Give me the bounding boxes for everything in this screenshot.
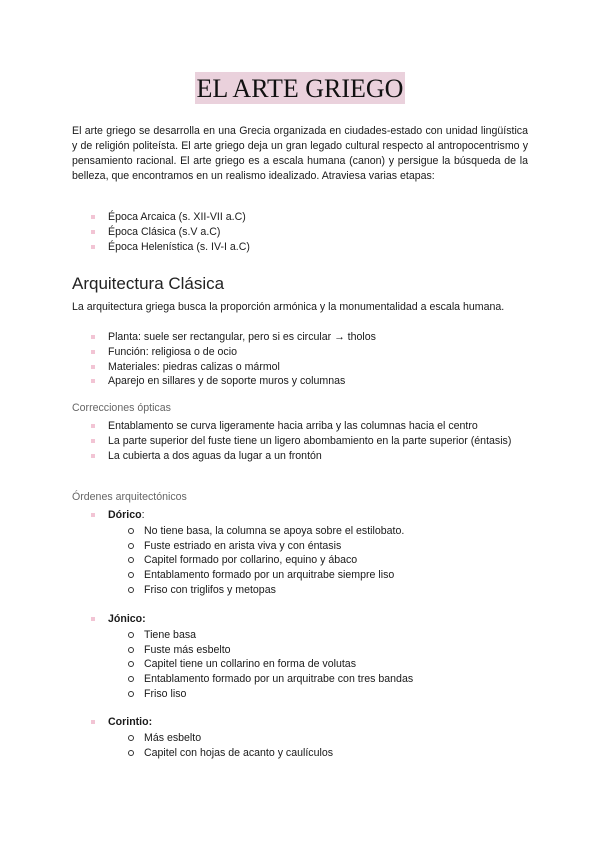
circle-bullet-icon xyxy=(128,691,134,697)
circle-bullet-icon xyxy=(128,587,134,593)
circle-bullet-icon xyxy=(128,647,134,653)
list-item-dorico: Dórico: No tiene basa, la columna se apoya sobre el estilobato. Fuste estriado en arista viva y con éntasis Capitel formado por collarino, equino y ábaco Entablamento formado por un arquitrabe siempre liso Friso con triglifos y metopas xyxy=(72,508,528,598)
square-bullet-icon xyxy=(91,215,95,219)
subheading-correcciones: Correcciones ópticas xyxy=(72,402,171,414)
correcciones-list xyxy=(72,419,528,463)
circle-bullet-icon xyxy=(128,557,134,563)
sublist-item: Tiene basa xyxy=(108,628,528,643)
circle-bullet-icon xyxy=(128,676,134,682)
ordenes-corintio xyxy=(72,715,528,760)
sublist-item: Fuste estriado en arista viva y con éntasis xyxy=(108,539,528,554)
ordenes-dorico xyxy=(72,508,528,598)
square-bullet-icon xyxy=(91,335,95,339)
jonico-sublist xyxy=(108,628,528,702)
list-item: Época Helenística (s. IV-I a.C) xyxy=(72,240,528,255)
square-bullet-icon xyxy=(91,424,95,428)
circle-bullet-icon xyxy=(128,661,134,667)
square-bullet-icon xyxy=(91,350,95,354)
list-item-corintio xyxy=(72,715,528,760)
circle-bullet-icon xyxy=(128,572,134,578)
square-bullet-icon xyxy=(91,513,95,517)
title-container xyxy=(72,72,528,104)
sublist-item: Entablamento formado por un arquitrabe con tres bandas xyxy=(108,672,528,687)
circle-bullet-icon xyxy=(128,735,134,741)
sublist-item: Friso liso xyxy=(108,687,528,702)
page-title: EL ARTE GRIEGO xyxy=(196,74,404,103)
list-item: Entablamento se curva ligeramente hacia arriba y las columnas hacia el centro xyxy=(72,419,528,434)
sublist-item: Friso con triglifos y metopas xyxy=(108,583,528,598)
list-item: Época Arcaica (s. XII-VII a.C) xyxy=(72,210,528,225)
intro-paragraph: El arte griego se desarrolla en una Grecia organizada en ciudades-estado con unidad lingüística y de religión politeísta. El arte griego deja un gran legado cultural respecto al antropocentrismo y pensamiento racional. El arte griego es a escala humana (canon) y persigue la búsqueda de la belleza, que encontramos en un realismo idealizado. Atraviesa varias etapas: xyxy=(72,125,528,182)
arquitectura-list xyxy=(72,330,528,389)
square-bullet-icon xyxy=(91,617,95,621)
corintio-sublist xyxy=(108,731,528,761)
section-heading-arquitectura: Arquitectura Clásica xyxy=(72,274,225,293)
square-bullet-icon xyxy=(91,379,95,383)
order-name: Dórico xyxy=(108,509,142,521)
list-item: Materiales: piedras calizas o mármol xyxy=(72,360,528,375)
circle-bullet-icon xyxy=(128,632,134,638)
square-bullet-icon xyxy=(91,245,95,249)
circle-bullet-icon xyxy=(128,543,134,549)
order-name: Jónico: xyxy=(108,613,146,625)
square-bullet-icon xyxy=(91,365,95,369)
list-item: Época Clásica (s.V a.C) xyxy=(72,225,528,240)
list-item-jonico xyxy=(72,612,528,702)
etapas-list xyxy=(72,210,528,254)
sublist-item: Entablamento formado por un arquitrabe siempre liso xyxy=(108,568,528,583)
sublist-item: No tiene basa, la columna se apoya sobre el estilobato. xyxy=(108,524,528,539)
list-item: La cubierta a dos aguas da lugar a un frontón xyxy=(72,449,528,464)
square-bullet-icon xyxy=(91,454,95,458)
subheading-ordenes: Órdenes arquitectónicos xyxy=(72,491,187,503)
circle-bullet-icon xyxy=(128,528,134,534)
list-item: La parte superior del fuste tiene un ligero abombamiento en la parte superior (éntasis) xyxy=(72,434,528,449)
ordenes-jonico xyxy=(72,612,528,702)
circle-bullet-icon xyxy=(128,750,134,756)
sublist-item: Capitel tiene un collarino en forma de volutas xyxy=(108,657,528,672)
sublist-item: Capitel formado por collarino, equino y ábaco xyxy=(108,553,528,568)
order-name: Corintio: xyxy=(108,716,153,728)
list-item: Aparejo en sillares y de soporte muros y columnas xyxy=(72,374,528,389)
dorico-sublist xyxy=(108,524,528,598)
square-bullet-icon xyxy=(91,439,95,443)
sublist-item: Fuste más esbelto xyxy=(108,643,528,658)
list-item: Función: religiosa o de ocio xyxy=(72,345,528,360)
sublist-item: Más esbelto xyxy=(108,731,528,746)
sublist-item: Capitel con hojas de acanto y caulículos xyxy=(108,746,528,761)
square-bullet-icon xyxy=(91,230,95,234)
list-item: Planta: suele ser rectangular, pero si es circular → tholos xyxy=(72,330,528,345)
arquitectura-paragraph: La arquitectura griega busca la proporción armónica y la monumentalidad a escala humana. xyxy=(72,301,505,313)
square-bullet-icon xyxy=(91,720,95,724)
